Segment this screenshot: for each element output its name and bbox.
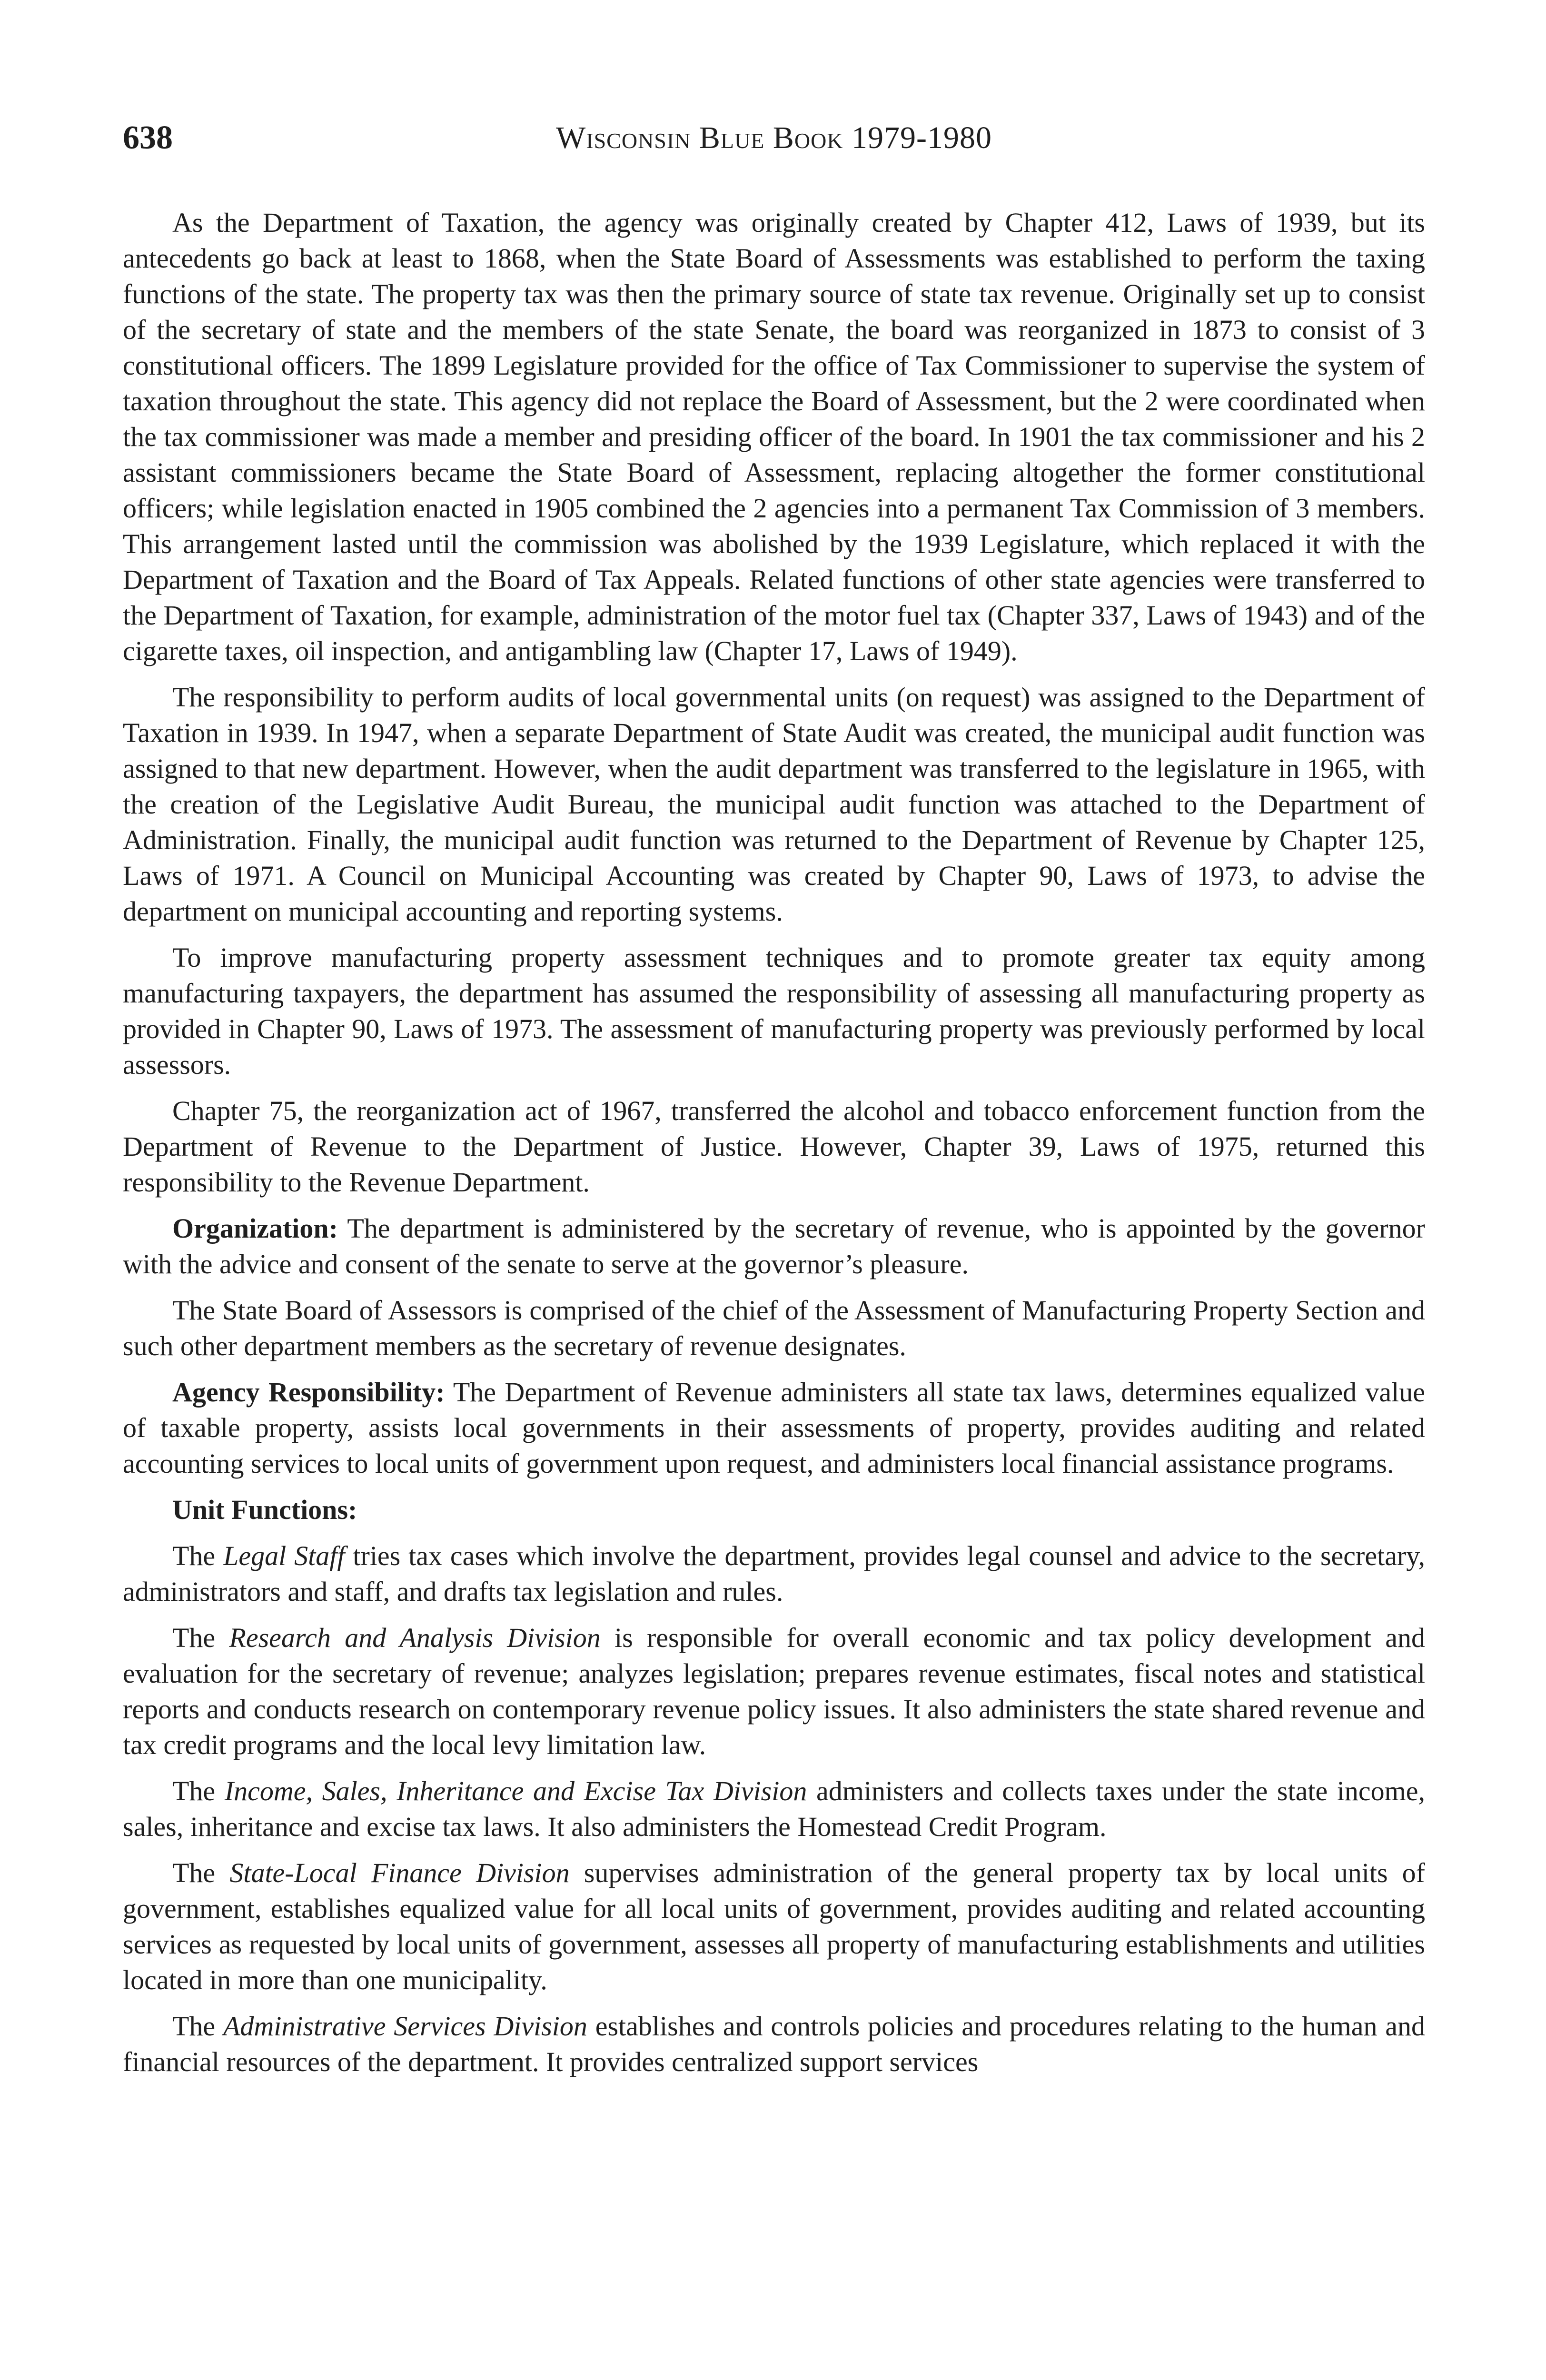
body-text xyxy=(123,205,1425,2080)
unit-research-analysis xyxy=(123,1620,1425,1763)
organization-paragraph xyxy=(123,1210,1425,1282)
unit-prefix: The xyxy=(172,1775,225,1806)
running-title: Wisconsin Blue Book 1979-1980 xyxy=(555,120,992,155)
unit-prefix: The xyxy=(172,1540,224,1571)
unit-legal-staff xyxy=(123,1538,1425,1609)
organization-heading: Organization: xyxy=(172,1213,338,1244)
agency-responsibility-heading: Agency Responsibility: xyxy=(172,1377,445,1408)
document-page xyxy=(123,109,1425,2090)
paragraph: To improve manufacturing property assessment techniques and to promote greater tax equity among manufacturing taxpayers, the department has assumed the responsibility of assessing all manufacturing property as provided in Chapter 90, Laws of 1973. The assessment of manufacturing property was previously performed by local assessors. xyxy=(123,942,1425,1080)
agency-responsibility-paragraph xyxy=(123,1374,1425,1481)
assessors-paragraph: The State Board of Assessors is comprised of the chief of the Assessment of Manufacturing Property Section and such other department members as the secretary of revenue designates. xyxy=(123,1295,1425,1361)
unit-prefix: The xyxy=(172,1622,229,1653)
paragraph: Chapter 75, the reorganization act of 1967, transferred the alcohol and tobacco enforcement function from the Department of Revenue to the Department of Justice. However, Chapter 39, Laws of 1975, returned this responsibility to the Revenue Department. xyxy=(123,1095,1425,1198)
unit-description: supervises administration of the general property tax by local units of government, establishes equalized value for all local units of government, provides auditing and related accounting services as requested by local units of government, assesses all property of manufacturing establishments and utilities located in more than one municipality. xyxy=(123,1857,1425,1995)
paragraph: As the Department of Taxation, the agency was originally created by Chapter 412, Laws of 1939, but its antecedents go back at least to 1868, when the State Board of Assessments was established to perform the taxing functions of the state. The property tax was then the primary source of state tax revenue. Originally set up to consist of the secretary of state and the members of the state Senate, the board was reorganized in 1873 to consist of 3 constitutional officers. The 1899 Legislature provided for the office of Tax Commissioner to supervise the system of taxation throughout the state. This agency did not replace the Board of Assessment, but the 2 were coordinated when the tax commissioner was made a member and presiding officer of the board. In 1901 the tax commissioner and his 2 assistant commissioners became the State Board of Assessment, replacing altogether the former constitutional officers; while legislation enacted in 1905 combined the 2 agencies into a permanent Tax Commission of 3 members. This arrangement lasted until the commission was abolished by the 1939 Legislature, which replaced it with the Department of Taxation and the Board of Tax Appeals. Related functions of other state agencies were transferred to the Department of Taxation, for example, administration of the motor fuel tax (Chapter 337, Laws of 1943) and of the cigarette taxes, oil inspection, and antigambling law (Chapter 17, Laws of 1949). xyxy=(123,207,1425,666)
unit-description: is responsible for overall economic and tax policy development and evaluation for the secretary of revenue; analyzes legislation; prepares revenue estimates, fiscal notes and statistical reports and conducts research on contemporary revenue policy issues. It also administers the state shared revenue and tax credit programs and the local levy limitation law. xyxy=(123,1622,1425,1760)
unit-description: tries tax cases which involve the department, provides legal counsel and advice to the secretary, administrators and staff, and drafts tax legislation and rules. xyxy=(123,1540,1425,1607)
organization-text: The department is administered by the secretary of revenue, who is appointed by the governor with the advice and consent of the senate to serve at the governor’s pleasure. xyxy=(123,1213,1425,1279)
unit-prefix: The xyxy=(172,2011,223,2042)
unit-name: State-Local Finance Division xyxy=(229,1857,570,1888)
page-header xyxy=(123,109,1425,176)
unit-name: Income, Sales, Inheritance and Excise Tax Division xyxy=(224,1775,807,1806)
unit-prefix: The xyxy=(172,1857,230,1888)
unit-description: administers and collects taxes under the state income, sales, inheritance and excise tax laws. It also administers the Homestead Credit Program. xyxy=(123,1775,1426,1842)
unit-administrative-services xyxy=(123,2008,1425,2080)
unit-name: Research and Analysis Division xyxy=(229,1622,601,1653)
paragraph: The responsibility to perform audits of local governmental units (on request) was assigned to the Department of Taxation in 1939. In 1947, when a separate Department of State Audit was created, the municipal audit function was assigned to that new department. However, when the audit department was transferred to the legislature in 1965, with the creation of the Legislative Audit Bureau, the municipal audit function was attached to the Department of Administration. Finally, the municipal audit function was returned to the Department of Revenue by Chapter 125, Laws of 1971. A Council on Municipal Accounting was created by Chapter 90, Laws of 1973, to advise the department on municipal accounting and reporting systems. xyxy=(123,682,1425,927)
unit-state-local-finance xyxy=(123,1855,1425,1998)
unit-description: establishes and controls policies and procedures relating to the human and financial resources of the department. It provides centralized support services xyxy=(123,2011,1425,2077)
unit-name: Legal Staff xyxy=(223,1540,345,1571)
unit-name: Administrative Services Division xyxy=(223,2011,587,2042)
agency-responsibility-text: The Department of Revenue administers all state tax laws, determines equalized value of taxable property, assists local governments in their assessments of property, provides auditing and related accounting services to local units of government upon request, and administers local financial assistance programs. xyxy=(123,1377,1426,1479)
unit-functions-heading: Unit Functions: xyxy=(172,1494,357,1525)
unit-income-sales-tax xyxy=(123,1773,1425,1844)
page-number: 638 xyxy=(123,119,173,156)
